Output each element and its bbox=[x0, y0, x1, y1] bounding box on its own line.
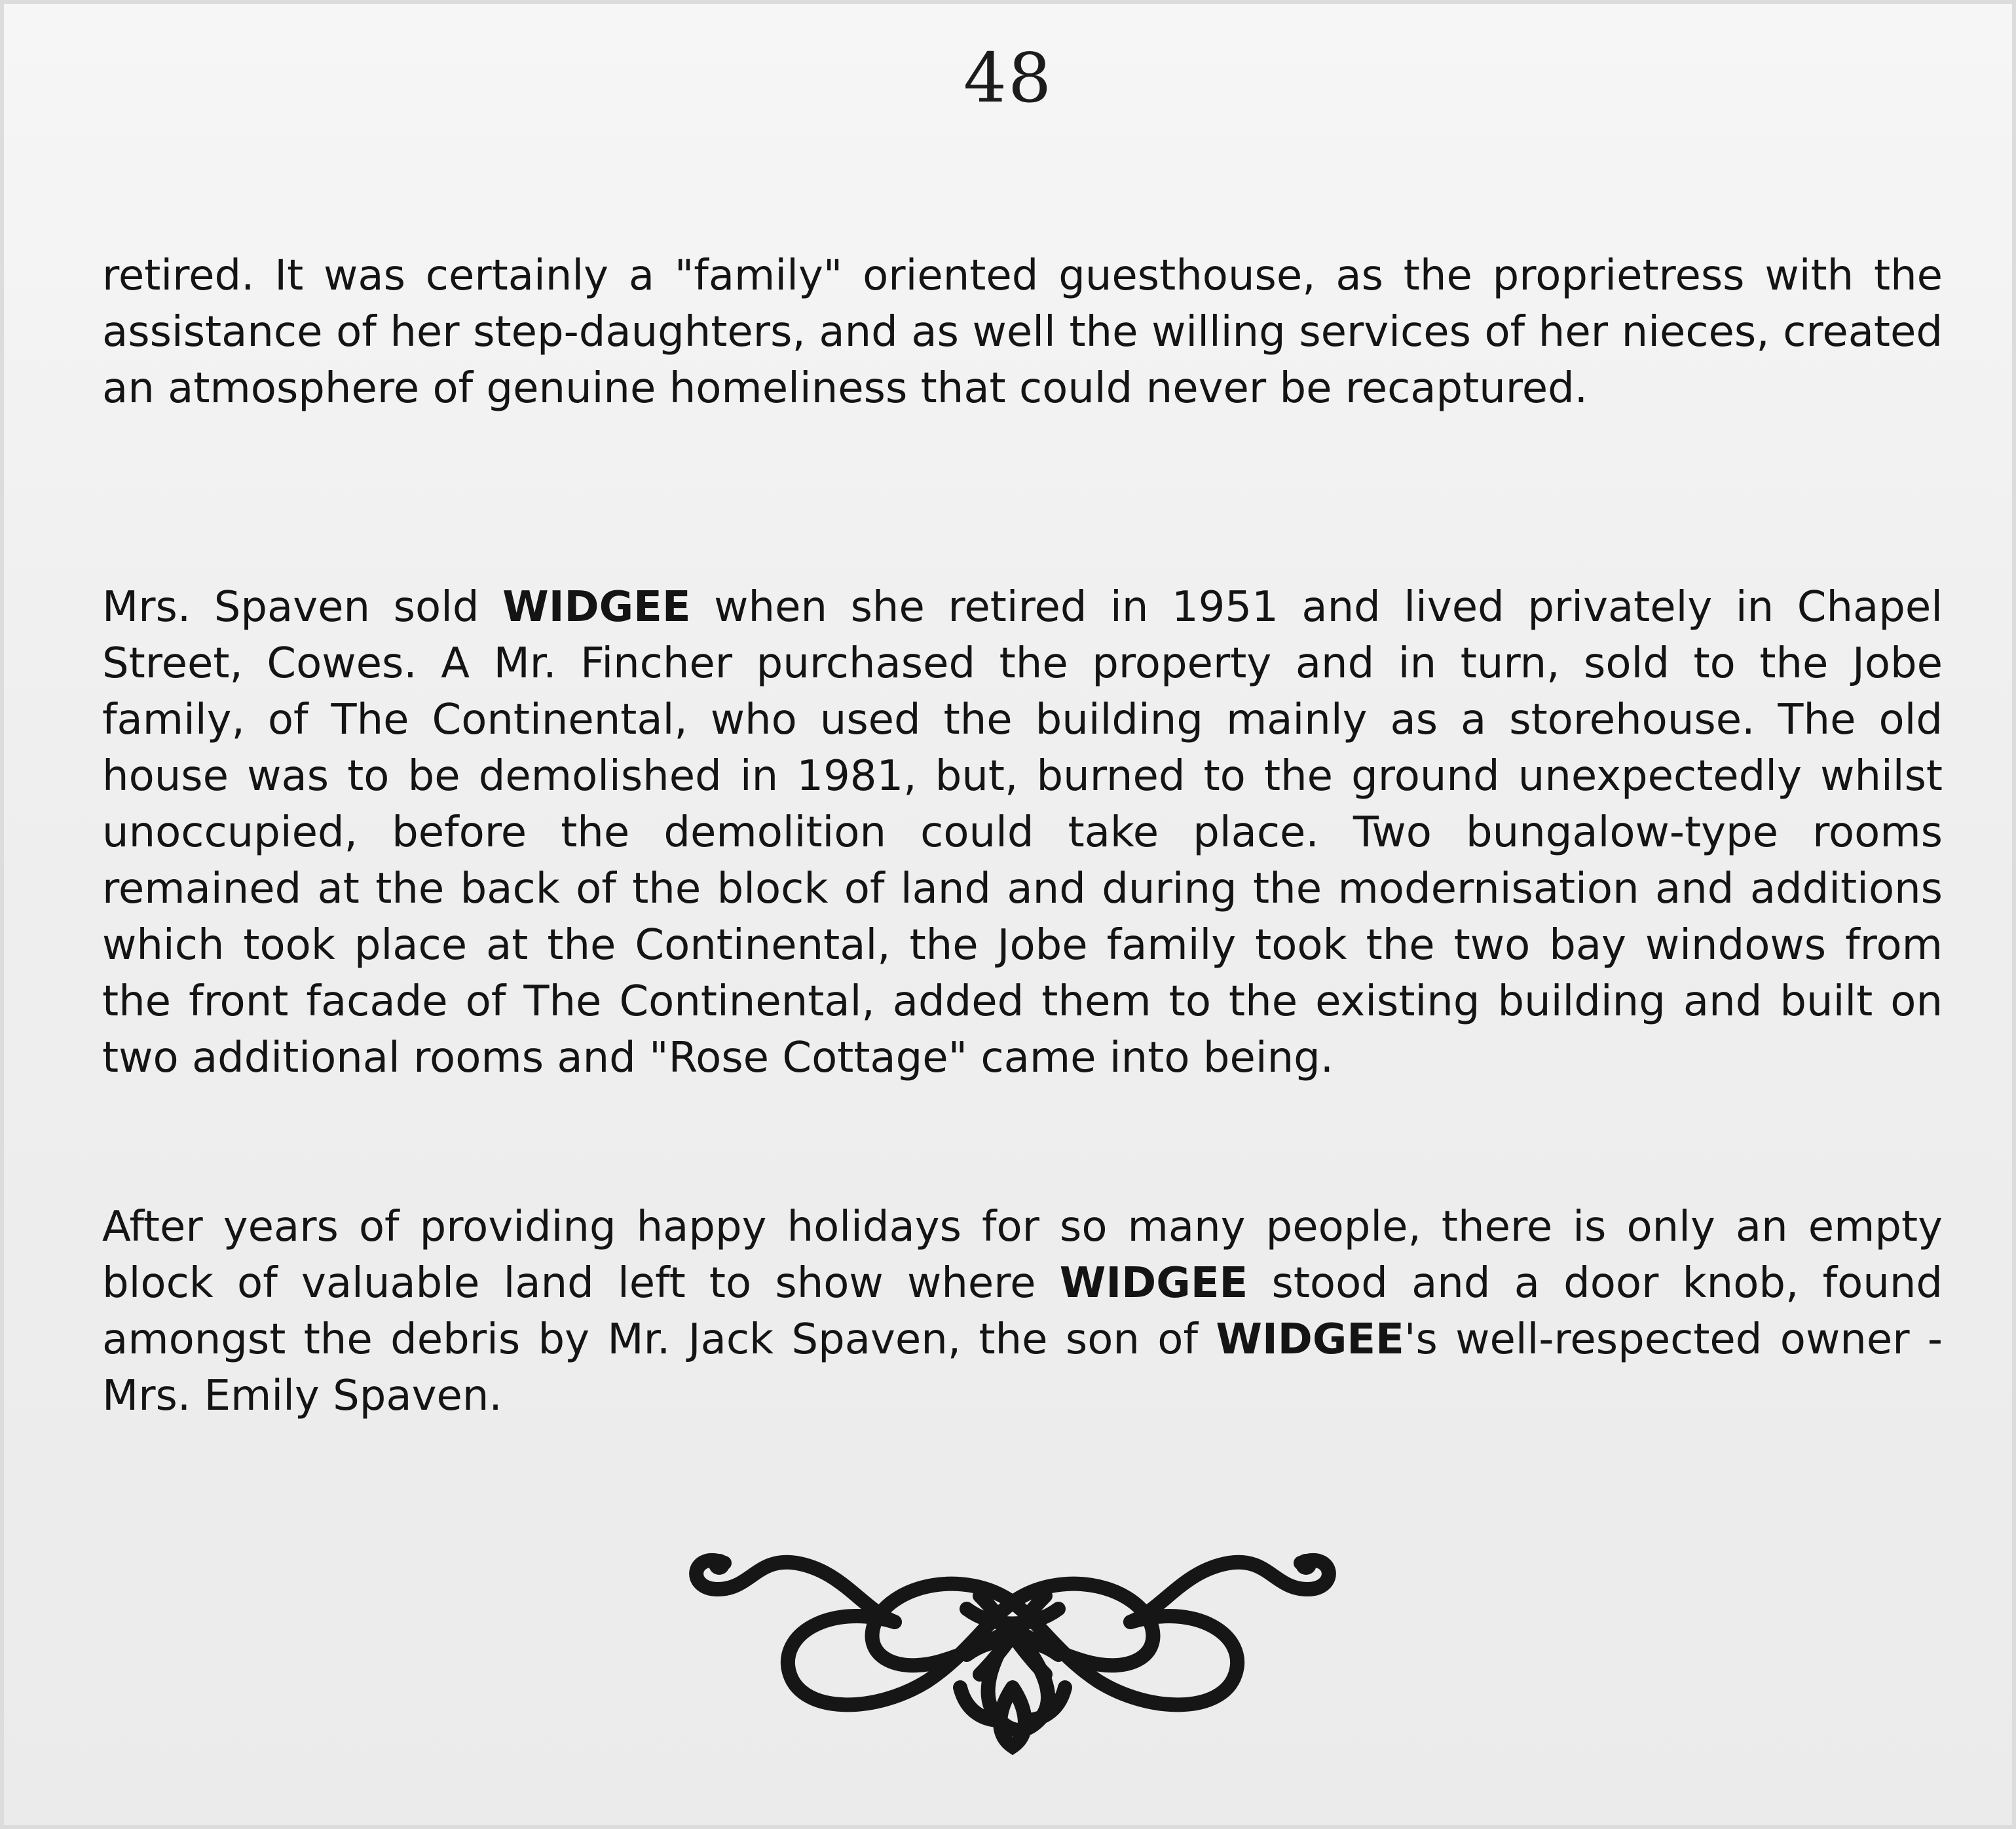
paragraph-1-text: retired. It was certainly a "family" oriented guesthouse, as the proprietress with the assistance of her step-daughters, and as well the willing services of her nieces, created an atmosphere of genuine homeliness that could never be recaptured. bbox=[102, 252, 1943, 413]
paragraph-3-text-c: 's well-respected owner - Mrs. Emily Spaven. bbox=[102, 1315, 1943, 1420]
scroll-flourish-ornament-icon bbox=[679, 1524, 1347, 1760]
paragraph-2-text-a: Mrs. Spaven sold bbox=[102, 583, 503, 632]
paragraph-3 bbox=[102, 1199, 1943, 1424]
paragraph-3-text-b: stood and a door knob, found amongst the debris by Mr. Jack Spaven, the son of bbox=[102, 1259, 1943, 1364]
widgee-name: WIDGEE bbox=[502, 583, 691, 632]
paragraph-1 bbox=[102, 248, 1943, 417]
paragraph-3-text-a: After years of providing happy holidays for so many people, there is only an empty block of valuable land left to show where bbox=[102, 1203, 1943, 1308]
paragraph-2-text-b: when she retired in 1951 and lived privately in Chapel Street, Cowes. A Mr. Fincher purchased the property and in turn, sold to the Jobe family, of The Continental, who used the building mainly as a storehouse. The old house was to be demolished in 1981, but, burned to the ground unexpectedly whilst unoccupied, before the demolition could take place. Two bungalow-type rooms remained at the back of the block of land and during the modernisation and additions which took place at the Continental, the Jobe family took the two bay windows from the front facade of The Continental, added them to the existing building and built on two additional rooms and "Rose Cottage" came into being. bbox=[102, 583, 1943, 1082]
paragraph-2 bbox=[102, 579, 1943, 1086]
widgee-name: WIDGEE bbox=[1059, 1259, 1248, 1308]
widgee-name: WIDGEE bbox=[1216, 1315, 1404, 1364]
page-number: 48 bbox=[963, 38, 1053, 118]
